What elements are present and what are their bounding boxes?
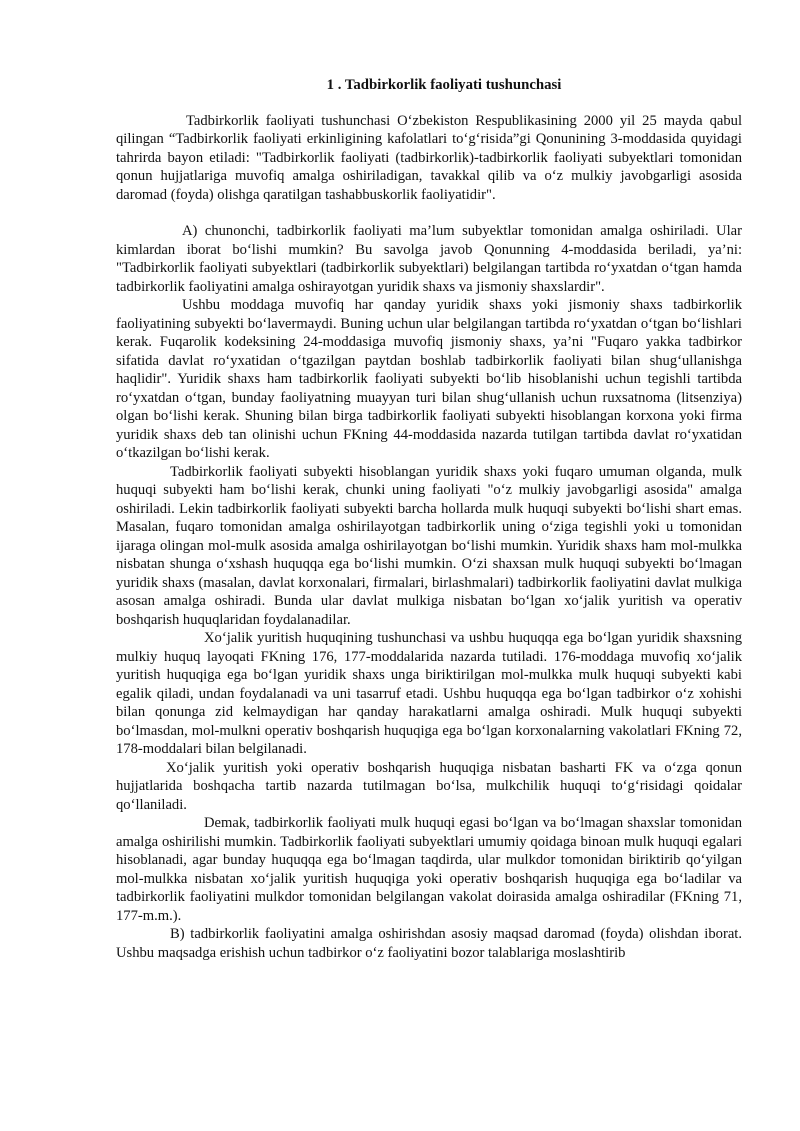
- paragraph-conclusion: Demak, tadbirkorlik faoliyati mulk huquqi egasi bo‘lgan va bo‘lmagan shaxslar tomonidan amalga oshirilishi mumkin. Tadbirkorlik faoliyati subyektlari umumiy qoidaga binoan mulk huquqi egalari hisoblanadi, agar bunday huquqqa ega bo‘lmagan taqdirda, ular mulkdor tomonidan biriktirib qo‘yilgan mol-mulkka nisbatan xo‘jalik yuritish huquqiga yoki operativ boshqarish huquqiga ega bo‘ladilar va tadbirkorlik faoliyatini mulkdor tomonidan belgilangan vakolat doirasida amalga oshiradilar (FKning 71, 177-m.m.).: [116, 815, 742, 924]
- paragraph-economic-management: Xo‘jalik yuritish huquqining tushunchasi va ushbu huquqqa ega bo‘lgan yuridik shaxsning mulkiy huquq layoqati FKning 176, 177-moddalarida nazarda tutiladi. 176-moddaga muvofiq xo‘jalik yuritish huquqiga ega bo‘lgan yuridik shaxs unga biriktirilgan mol-mulkka mulk huquqi subyekti kabi egalik qiladi, undan foydalanadi va uni tasarruf etadi. Ushbu huquqqa ega bo‘lgan tadbirkor o‘z xohishi bilan qonunga zid kelmaydigan har qanday harakatlarni amalga oshiradi. Mulk huquqi subyekti bo‘lmasdan, mol-mulkni operativ boshqarish huquqiga ega bo‘lgan korxonalarning vakolatlari FKning 72, 178-moddalari bilan belgilanadi.: [116, 630, 742, 757]
- paragraph-a-subjects: A) chunonchi, tadbirkorlik faoliyati ma’lum subyektlar tomonidan amalga oshiriladi. Ular kimlardan iborat bo‘lishi mumkin? Bu savolga javob Qonunning 4-moddasida beriladi, ya’ni: "Tadbirkorlik faoliyati subyektlari (tadbirkorlik subyektlari) belgilangan tartibda ro‘yxatdan o‘tgan hamda tadbirkorlik faoliyatini amalga oshirayotgan yuridik shaxs va jismoniy shaxslardir".: [116, 223, 742, 295]
- section-heading: 1 . Tadbirkorlik faoliyati tushunchasi: [326, 77, 562, 93]
- paragraph-b-profit: B) tadbirkorlik faoliyatini amalga oshirishdan asosiy maqsad daromad (foyda) olishdan iborat. Ushbu maqsadga erishish uchun tadbirkor o‘z faoliyatini bozor talablariga moslashtirib: [116, 926, 742, 961]
- paragraph-registration: Ushbu moddaga muvofiq har qanday yuridik shaxs yoki jismoniy shaxs tadbirkorlik faoliyatining subyekti bo‘lavermaydi. Buning uchun ular belgilangan tartibda ro‘yxatdan o‘tgan bo‘lishlari kerak. Fuqarolik kodeksining 24-moddasiga muvofiq jismoniy shaxs, ya’ni "Fuqaro yakka tadbirkor sifatida davlat ro‘yxatidan o‘tgazilgan paytdan boshlab tadbirkorlik faoliyati bilan shug‘ullanishga haqlidir". Yuridik shaxs ham tadbirkorlik faoliyati subyekti bo‘lib hisoblanishi uchun tegishli tartibda ro‘yxatdan o‘tgan, bunday faoliyatning muayyan turi bilan shug‘ullanish uchun ruxsatnoma (litsenziya) olgan bo‘lishi kerak. Shuning bilan birga tadbirkorlik faoliyati subyekti hisoblangan korxona yoki firma yuridik shaxs deb tan olinishi uchun FKning 44-moddasida nazarda tutilgan tartibda davlat ro‘yxatidan o‘tkazilgan bo‘lishi kerak.: [116, 297, 742, 461]
- paragraph-intro: Tadbirkorlik faoliyati tushunchasi O‘zbekiston Respublikasining 2000 yil 25 mayda qabul qilingan “Tadbirkorlik faoliyati erkinligining kafolatlari to‘g‘risida”gi Qonunining 3-moddasida quyidagi tahrirda bayon etiladi: "Tadbirkorlik faoliyati (tadbirkorlik)-tadbirkorlik faoliyati subyektlari tomonidan qonun hujjatlariga muvofiq amalga oshiriladigan, tavakkal qilib va o‘z mulkiy javobgarligi asosida daromad (foyda) olishga qaratilgan tashabbuskorlik faoliyatidir".: [116, 112, 742, 203]
- paragraph-operative-management: Xo‘jalik yuritish yoki operativ boshqarish huquqiga nisbatan basharti FK va o‘zga qonun hujjatlarida boshqacha tartib nazarda tutilmagan bo‘lsa, mulkchilik huquqi to‘g‘risidagi qoidalar qo‘llaniladi.: [116, 759, 742, 813]
- paragraph-property-rights: Tadbirkorlik faoliyati subyekti hisoblangan yuridik shaxs yoki fuqaro umuman olganda, mulk huquqi subyekti ham bo‘lishi kerak, chunki uning faoliyati "o‘z mulkiy javobgarligi asosida" amalga oshiriladi. Lekin tadbirkorlik faoliyati subyekti barcha hollarda mulk huquqi subyekti bo‘lishi shart emas. Masalan, fuqaro tomonidan amalga oshirilayotgan tadbirkorlik uning o‘ziga tegishli yoki u tomonidan ijaraga olingan mol-mulk asosida amalga oshirilayotgan bo‘lishi mumkin. Yuridik shaxs ham mol-mulkka nisbatan shunga o‘xshash huquqqa ega bo‘lishi mumkin. O‘zi shaxsan mulk huquqi subyekti bo‘lmagan yuridik shaxs (masalan, davlat korxonalari, firmalari, birlashmalari) tadbirkorlik faoliyatini davlat mulkiga asosan amalga oshiradi. Bunda ular davlat mulkiga nisbatan bo‘lgan xo‘jalik yuritish va operativ boshqarish huquqlaridan foydalanadilar.: [116, 463, 742, 628]
